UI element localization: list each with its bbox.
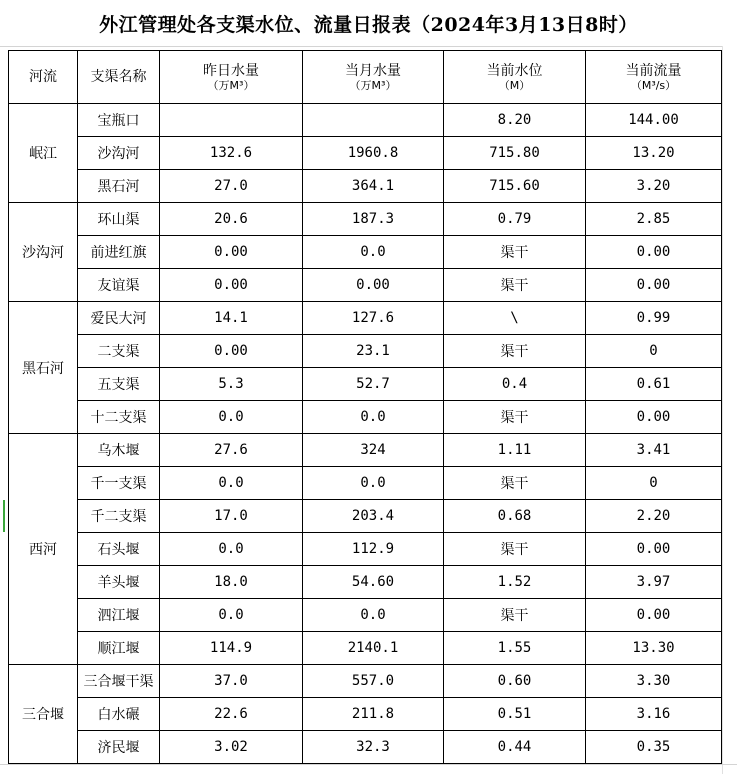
yesterday-volume-cell: 0.00 (160, 335, 303, 368)
sheet-right-margin (722, 46, 737, 774)
current-level-cell: 渠干 (444, 599, 586, 632)
branch-name-cell: 顺江堰 (78, 632, 160, 665)
month-volume-cell: 324 (303, 434, 444, 467)
branch-name-cell: 前进红旗 (78, 236, 160, 269)
branch-name-cell: 乌木堰 (78, 434, 160, 467)
branch-name-cell: 三合堰干渠 (78, 665, 160, 698)
month-volume-cell: 32.3 (303, 731, 444, 764)
current-level-cell: \ (444, 302, 586, 335)
month-volume-cell: 54.60 (303, 566, 444, 599)
current-flow-cell: 3.41 (586, 434, 722, 467)
header-row (9, 51, 722, 104)
current-flow-cell: 2.85 (586, 203, 722, 236)
yesterday-volume-cell: 14.1 (160, 302, 303, 335)
current-level-cell: 0.51 (444, 698, 586, 731)
current-level-cell: 0.60 (444, 665, 586, 698)
current-flow-cell: 13.30 (586, 632, 722, 665)
month-volume-cell: 2140.1 (303, 632, 444, 665)
header-yesterday-label: 昨日水量 (203, 62, 259, 79)
yesterday-volume-cell: 114.9 (160, 632, 303, 665)
table-row (9, 401, 722, 434)
month-volume-cell: 52.7 (303, 368, 444, 401)
current-level-cell: 渠干 (444, 467, 586, 500)
table-row (9, 599, 722, 632)
table-row (9, 632, 722, 665)
header-yesterday-unit: （万M³） (207, 78, 255, 92)
header-current-flow (586, 51, 722, 104)
river-name-cell: 岷江 (9, 104, 78, 203)
header-branch: 支渠名称 (78, 51, 160, 104)
branch-name-cell: 十二支渠 (78, 401, 160, 434)
river-name-cell: 沙沟河 (9, 203, 78, 302)
report-body (9, 104, 722, 764)
current-level-cell: 渠干 (444, 236, 586, 269)
table-row (9, 731, 722, 764)
table-row (9, 236, 722, 269)
month-volume-cell: 0.0 (303, 599, 444, 632)
month-volume-cell: 0.0 (303, 236, 444, 269)
branch-name-cell: 泗江堰 (78, 599, 160, 632)
current-level-cell: 渠干 (444, 335, 586, 368)
table-row (9, 368, 722, 401)
month-volume-cell: 0.0 (303, 467, 444, 500)
current-level-cell: 1.52 (444, 566, 586, 599)
current-flow-cell: 0 (586, 335, 722, 368)
month-volume-cell: 557.0 (303, 665, 444, 698)
table-row (9, 467, 722, 500)
current-flow-cell: 0.00 (586, 236, 722, 269)
current-level-cell: 715.60 (444, 170, 586, 203)
month-volume-cell (303, 104, 444, 137)
branch-name-cell: 爱民大河 (78, 302, 160, 335)
header-level-label: 当前水位 (486, 62, 543, 79)
month-volume-cell: 23.1 (303, 335, 444, 368)
river-name-cell: 三合堰 (9, 665, 78, 764)
month-volume-cell: 127.6 (303, 302, 444, 335)
header-current-level (444, 51, 586, 104)
current-level-cell: 0.79 (444, 203, 586, 236)
current-flow-cell: 13.20 (586, 137, 722, 170)
table-row (9, 533, 722, 566)
header-month-label: 当月水量 (345, 62, 401, 79)
river-name-cell: 黑石河 (9, 302, 78, 434)
table-row (9, 137, 722, 170)
current-flow-cell: 0 (586, 467, 722, 500)
branch-name-cell: 沙沟河 (78, 137, 160, 170)
current-level-cell: 8.20 (444, 104, 586, 137)
month-volume-cell: 187.3 (303, 203, 444, 236)
current-flow-cell: 0.00 (586, 401, 722, 434)
current-flow-cell: 3.30 (586, 665, 722, 698)
yesterday-volume-cell: 0.0 (160, 533, 303, 566)
yesterday-volume-cell: 0.0 (160, 599, 303, 632)
branch-name-cell: 黑石河 (78, 170, 160, 203)
table-row (9, 566, 722, 599)
current-flow-cell: 3.20 (586, 170, 722, 203)
yesterday-volume-cell: 27.6 (160, 434, 303, 467)
current-level-cell: 0.4 (444, 368, 586, 401)
header-yesterday-volume (160, 51, 303, 104)
branch-name-cell: 二支渠 (78, 335, 160, 368)
table-row (9, 500, 722, 533)
table-row (9, 434, 722, 467)
current-level-cell: 渠干 (444, 401, 586, 434)
current-level-cell: 0.68 (444, 500, 586, 533)
current-flow-cell: 2.20 (586, 500, 722, 533)
header-month-volume (303, 51, 444, 104)
table-row (9, 203, 722, 236)
table-row (9, 269, 722, 302)
month-volume-cell: 112.9 (303, 533, 444, 566)
branch-name-cell: 千二支渠 (78, 500, 160, 533)
branch-name-cell: 羊头堰 (78, 566, 160, 599)
yesterday-volume-cell: 132.6 (160, 137, 303, 170)
current-flow-cell: 0.00 (586, 269, 722, 302)
branch-name-cell: 五支渠 (78, 368, 160, 401)
table-row (9, 335, 722, 368)
yesterday-volume-cell: 0.00 (160, 236, 303, 269)
branch-name-cell: 白水碾 (78, 698, 160, 731)
branch-name-cell: 千一支渠 (78, 467, 160, 500)
table-row (9, 302, 722, 335)
current-flow-cell: 0.00 (586, 533, 722, 566)
current-flow-cell: 0.99 (586, 302, 722, 335)
yesterday-volume-cell: 37.0 (160, 665, 303, 698)
yesterday-volume-cell: 0.00 (160, 269, 303, 302)
selection-marker (3, 500, 5, 532)
header-level-unit: （M） (498, 78, 531, 92)
yesterday-volume-cell: 17.0 (160, 500, 303, 533)
branch-name-cell: 友谊渠 (78, 269, 160, 302)
branch-name-cell: 环山渠 (78, 203, 160, 236)
table-row (9, 104, 722, 137)
branch-name-cell: 济民堰 (78, 731, 160, 764)
current-level-cell: 715.80 (444, 137, 586, 170)
current-level-cell: 渠干 (444, 269, 586, 302)
report-title: 外江管理处各支渠水位、流量日报表（2024年3月13日8时） (99, 13, 638, 36)
month-volume-cell: 0.0 (303, 401, 444, 434)
current-flow-cell: 0.35 (586, 731, 722, 764)
current-level-cell: 1.11 (444, 434, 586, 467)
branch-name-cell: 石头堰 (78, 533, 160, 566)
yesterday-volume-cell: 0.0 (160, 401, 303, 434)
table-row (9, 698, 722, 731)
yesterday-volume-cell: 18.0 (160, 566, 303, 599)
current-level-cell: 0.44 (444, 731, 586, 764)
current-level-cell: 1.55 (444, 632, 586, 665)
river-name-cell: 西河 (9, 434, 78, 665)
yesterday-volume-cell: 22.6 (160, 698, 303, 731)
title-divider (0, 46, 737, 47)
month-volume-cell: 364.1 (303, 170, 444, 203)
month-volume-cell: 0.00 (303, 269, 444, 302)
current-flow-cell: 3.97 (586, 566, 722, 599)
current-level-cell: 渠干 (444, 533, 586, 566)
sheet-bottom-divider (0, 764, 737, 765)
yesterday-volume-cell (160, 104, 303, 137)
table-row (9, 665, 722, 698)
header-month-unit: （万M³） (349, 78, 397, 92)
current-flow-cell: 3.16 (586, 698, 722, 731)
yesterday-volume-cell: 0.0 (160, 467, 303, 500)
table-row (9, 170, 722, 203)
report-table (8, 50, 722, 764)
yesterday-volume-cell: 5.3 (160, 368, 303, 401)
current-flow-cell: 144.00 (586, 104, 722, 137)
month-volume-cell: 203.4 (303, 500, 444, 533)
header-flow-unit: （M³/s） (630, 78, 677, 92)
month-volume-cell: 211.8 (303, 698, 444, 731)
yesterday-volume-cell: 3.02 (160, 731, 303, 764)
current-flow-cell: 0.61 (586, 368, 722, 401)
yesterday-volume-cell: 20.6 (160, 203, 303, 236)
current-flow-cell: 0.00 (586, 599, 722, 632)
month-volume-cell: 1960.8 (303, 137, 444, 170)
header-flow-label: 当前流量 (625, 62, 682, 79)
header-river: 河流 (9, 51, 78, 104)
yesterday-volume-cell: 27.0 (160, 170, 303, 203)
branch-name-cell: 宝瓶口 (78, 104, 160, 137)
